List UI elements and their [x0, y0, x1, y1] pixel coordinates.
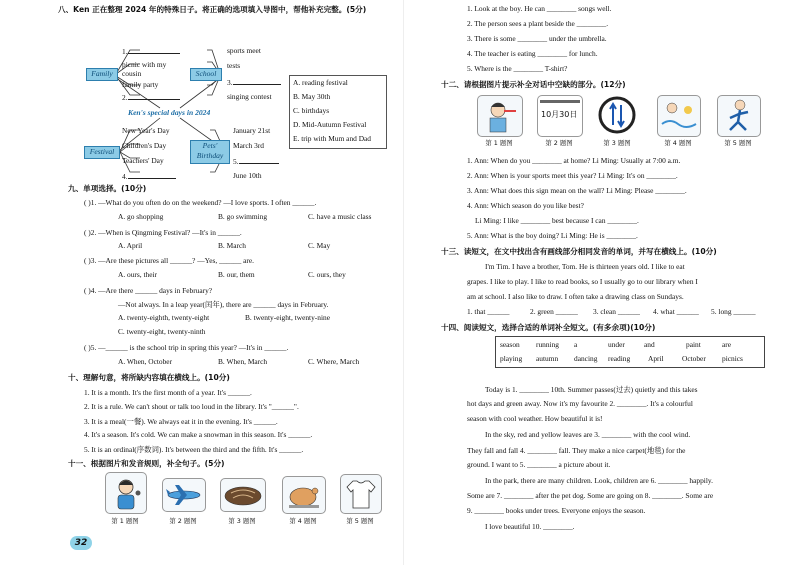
word-bank-7: are	[722, 340, 732, 349]
section-14-title: 十四、阅读短文，选择合适的单词补全短文。(有多余项)(10分)	[441, 323, 656, 332]
page-gutter	[403, 0, 404, 565]
family-item-1: 1.	[122, 46, 180, 56]
school-item-2: tests	[227, 61, 241, 70]
family-item-4: 2.	[122, 92, 180, 102]
pets-item-2: March 3rd	[233, 141, 264, 150]
festival-item-1: New Year's Day	[122, 126, 170, 135]
picture-boy-running	[717, 95, 761, 137]
q9-1-opt-a: A. go shopping	[118, 212, 164, 221]
word-bank-14: picnics	[722, 354, 743, 363]
s14-text-5: They fall and fall 4. ________ fall. They make a nice carpet(地毯) for the	[467, 446, 686, 455]
s13-answer-4: 4. what ______	[653, 307, 699, 316]
swimming-icon	[658, 96, 700, 136]
word-bank-6: paint	[686, 340, 701, 349]
airplane-icon	[163, 479, 205, 511]
q11-2: 2. The person sees a plant beside the ________.	[467, 19, 609, 28]
option-e: E. trip with Mum and Dad	[293, 134, 372, 143]
section-13-title: 十三、读短文，在文中找出含有画线部分相同发音的单词，并写在横线上。(10分)	[441, 247, 717, 256]
page-number: 32	[70, 536, 92, 550]
word-bank-13: October	[682, 354, 706, 363]
s13-text-3: am at school. I also like to draw. I often take a drawing class on Sundays.	[467, 292, 684, 301]
family-node: Family	[86, 68, 118, 81]
calendar-rings	[540, 100, 580, 103]
word-bank-2: running	[536, 340, 559, 349]
options-box	[289, 75, 387, 149]
section-9-title: 九、单项选择。(10分)	[68, 184, 147, 193]
s11-caption-5: 第 5 题图	[346, 517, 374, 525]
s14-text-9: 9. ________ books under trees. Everyone enjoys the season.	[467, 506, 646, 515]
word-bank-3: a	[574, 340, 578, 349]
keep-right-sign-icon	[597, 95, 637, 135]
family-item-2: picnic with my cousin	[122, 60, 167, 78]
boy-singing-icon	[106, 473, 146, 513]
q9-2-stem: ( )2. —When is Qingming Festival? —It's in ______.	[84, 228, 242, 237]
word-bank-4: under	[608, 340, 625, 349]
festival-item-2: Children's Day	[122, 141, 167, 150]
brush-teeth-icon	[478, 96, 522, 136]
running-boy-icon	[718, 96, 760, 136]
picture-plane	[162, 478, 206, 512]
option-a: A. reading festival	[293, 78, 348, 87]
q9-5-stem: ( )5. —______ is the school trip in spring this year? —It's in ______.	[84, 343, 289, 352]
s14-text-6: ground. I want to 5. ________ a picture about it.	[467, 460, 611, 469]
word-bank-5: and	[644, 340, 655, 349]
q10-4: 4. It's a season. It's cold. We can make a snowman in this season. It's ______.	[84, 430, 313, 439]
s14-text-4: In the sky, red and yellow leaves are 3. ________ with the cool wind.	[485, 430, 691, 439]
q9-1-opt-c: C. have a music class	[308, 212, 372, 221]
pets-birthday-node: Pets' Birthday	[190, 140, 230, 164]
q9-3-stem: ( )3. —Are these pictures all ______? —Yes, ______ are.	[84, 256, 255, 265]
option-c: C. birthdays	[293, 106, 330, 115]
word-bank-10: dancing	[574, 354, 598, 363]
q9-4-stem: ( )4. —Are there ______ days in February?	[84, 286, 213, 295]
section-10-title: 十、理解句意，将所缺内容填在横线上。(10分)	[68, 373, 230, 382]
option-b: B. May 30th	[293, 92, 331, 101]
q9-5-opt-c: C. Where, March	[308, 357, 360, 366]
q10-2: 2. It is a rule. We can't shout or talk too loud in the library. It's "______".	[84, 402, 299, 411]
q9-3-opt-c: C. ours, they	[308, 270, 346, 279]
q9-4-opt-c: C. twenty-eight, twenty-ninth	[118, 327, 206, 336]
s14-text-7: In the park, there are many children. Look, children are 6. ________ happily.	[485, 476, 713, 485]
pets-item-1: January 21st	[233, 126, 271, 135]
picture-tshirt	[340, 474, 382, 514]
q12-2: 2. Ann: When is your sports meet this year? Li Ming: It's on ________.	[467, 171, 678, 180]
q11-1: 1. Look at the boy. He can ________ songs well.	[467, 4, 612, 13]
word-bank	[495, 336, 765, 368]
s14-text-2: hot days and green away. Now it's my favourite 2. ________. It's a colourful	[467, 399, 693, 408]
bread-icon	[221, 479, 265, 511]
q9-2-opt-b: B. March	[218, 241, 246, 250]
q12-5: 5. Ann: What is the boy doing? Li Ming: He is ________.	[467, 231, 638, 240]
s11-caption-2: 第 2 题图	[169, 517, 197, 525]
picture-calendar	[537, 95, 583, 137]
word-bank-11: reading	[608, 354, 631, 363]
section-12-title: 十二、请根据图片提示补全对话中空缺的部分。(12分)	[441, 80, 626, 89]
picture-bread	[220, 478, 266, 512]
q9-4-opt-b: B. twenty-eight, twenty-nine	[245, 313, 330, 322]
s13-answer-2: 2. green ______	[530, 307, 578, 316]
tshirt-icon	[341, 475, 381, 513]
calendar-date: 10月30日	[541, 110, 578, 119]
q10-3: 3. It is a meal(一餐). We always eat it in the evening. It's ______.	[84, 417, 278, 426]
picture-sign	[597, 95, 637, 135]
school-item-3: 3.	[227, 77, 281, 87]
school-item-1: sports meet	[227, 46, 261, 55]
s12-caption-4: 第 4 题图	[664, 139, 692, 147]
right-page	[405, 0, 800, 565]
s12-caption-3: 第 3 题图	[603, 139, 631, 147]
q11-4: 4. The teacher is eating ________ for lunch.	[467, 49, 598, 58]
s12-caption-5: 第 5 题图	[724, 139, 752, 147]
festival-node: Festival	[84, 146, 120, 159]
word-bank-12: April	[648, 354, 664, 363]
q11-5: 5. Where is the ________ T-shirt?	[467, 64, 568, 73]
roast-chicken-icon	[283, 477, 325, 513]
picture-summer-swim	[657, 95, 701, 137]
word-bank-9: autumn	[536, 354, 559, 363]
s13-text-2: grapes. I like to play. I like to read books, so I usually go to our library when I	[467, 277, 698, 286]
word-bank-1: season	[500, 340, 520, 349]
school-node: School	[190, 68, 222, 81]
family-item-3: family party	[122, 80, 159, 89]
s14-text-3: season with cool weather. How beautiful it is!	[467, 414, 603, 423]
s11-caption-4: 第 4 题图	[289, 517, 317, 525]
q9-3-opt-b: B. our, them	[218, 270, 255, 279]
q9-1-opt-b: B. go swimming	[218, 212, 268, 221]
word-bank-8: playing	[500, 354, 523, 363]
q9-2-opt-c: C. May	[308, 241, 331, 250]
q12-4b: Li Ming: I like ________ best because I can ________.	[475, 216, 639, 225]
q12-4: 4. Ann: Which season do you like best?	[467, 201, 584, 210]
s13-answer-3: 3. clean ______	[593, 307, 640, 316]
s12-caption-2: 第 2 题图	[545, 139, 573, 147]
pets-item-4: June 10th	[233, 171, 262, 180]
s12-caption-1: 第 1 题图	[485, 139, 513, 147]
section-11-title: 十一、根据图片和发音规则，补全句子。(5分)	[68, 459, 225, 468]
q12-3: 3. Ann: What does this sign mean on the wall? Li Ming: Please ________.	[467, 186, 687, 195]
s13-answer-5: 5. long ______	[711, 307, 756, 316]
s13-text-1: I'm Tim. I have a brother, Tom. He is thirteen years old. I like to eat	[485, 262, 685, 271]
q10-1: 1. It is a month. It's the first month of a year. It's ______.	[84, 388, 252, 397]
picture-brushing-teeth	[477, 95, 523, 137]
s11-caption-1: 第 1 题图	[111, 517, 139, 525]
s13-answer-1: 1. that ______	[467, 307, 510, 316]
festival-item-3: Teachers' Day	[122, 156, 164, 165]
q9-3-opt-a: A. ours, their	[118, 270, 157, 279]
q9-4-opt-a: A. twenty-eighth, twenty-eight	[118, 313, 210, 322]
picture-boy-singing	[105, 472, 147, 514]
picture-chicken	[282, 476, 326, 514]
s11-caption-3: 第 3 题图	[228, 517, 256, 525]
q9-5-opt-a: A. When, October	[118, 357, 173, 366]
s14-text-1: Today is 1. ________ 10th. Summer passes(过去) quietly and this takes	[485, 385, 698, 394]
festival-item-4: 4.	[122, 171, 176, 181]
mindmap-center: Ken's special days in 2024	[128, 108, 211, 117]
section-8-title: 八、Ken 正在整理 2024 年的特殊日子。将正确的选项填入导图中，帮他补充完整。(5分)	[58, 5, 367, 14]
option-d: D. Mid-Autumn Festival	[293, 120, 367, 129]
q9-1-stem: ( )1. —What do you often do on the weekend? —I love sports. I often ______.	[84, 198, 317, 207]
q12-1: 1. Ann: When do you ________ at home? Li Ming: Usually at 7:00 a.m.	[467, 156, 681, 165]
q10-5: 5. It is an ordinal(序数词). It's between the third and the fifth. It's ______.	[84, 445, 304, 454]
s14-text-8: Some are 7. ________ after the pet dog. Some are going on 8. ________. Some are	[467, 491, 714, 500]
q9-2-opt-a: A. April	[118, 241, 143, 250]
q11-3: 3. There is some ________ under the umbrella.	[467, 34, 607, 43]
school-item-4: singing contest	[227, 92, 272, 101]
pets-item-3: 5.	[233, 156, 279, 166]
q9-4-line2: —Not always. In a leap year(闰年), there are ______ days in February.	[118, 300, 329, 309]
s14-text-10: I love beautiful 10. ________.	[485, 522, 575, 531]
q9-5-opt-b: B. When, March	[218, 357, 268, 366]
